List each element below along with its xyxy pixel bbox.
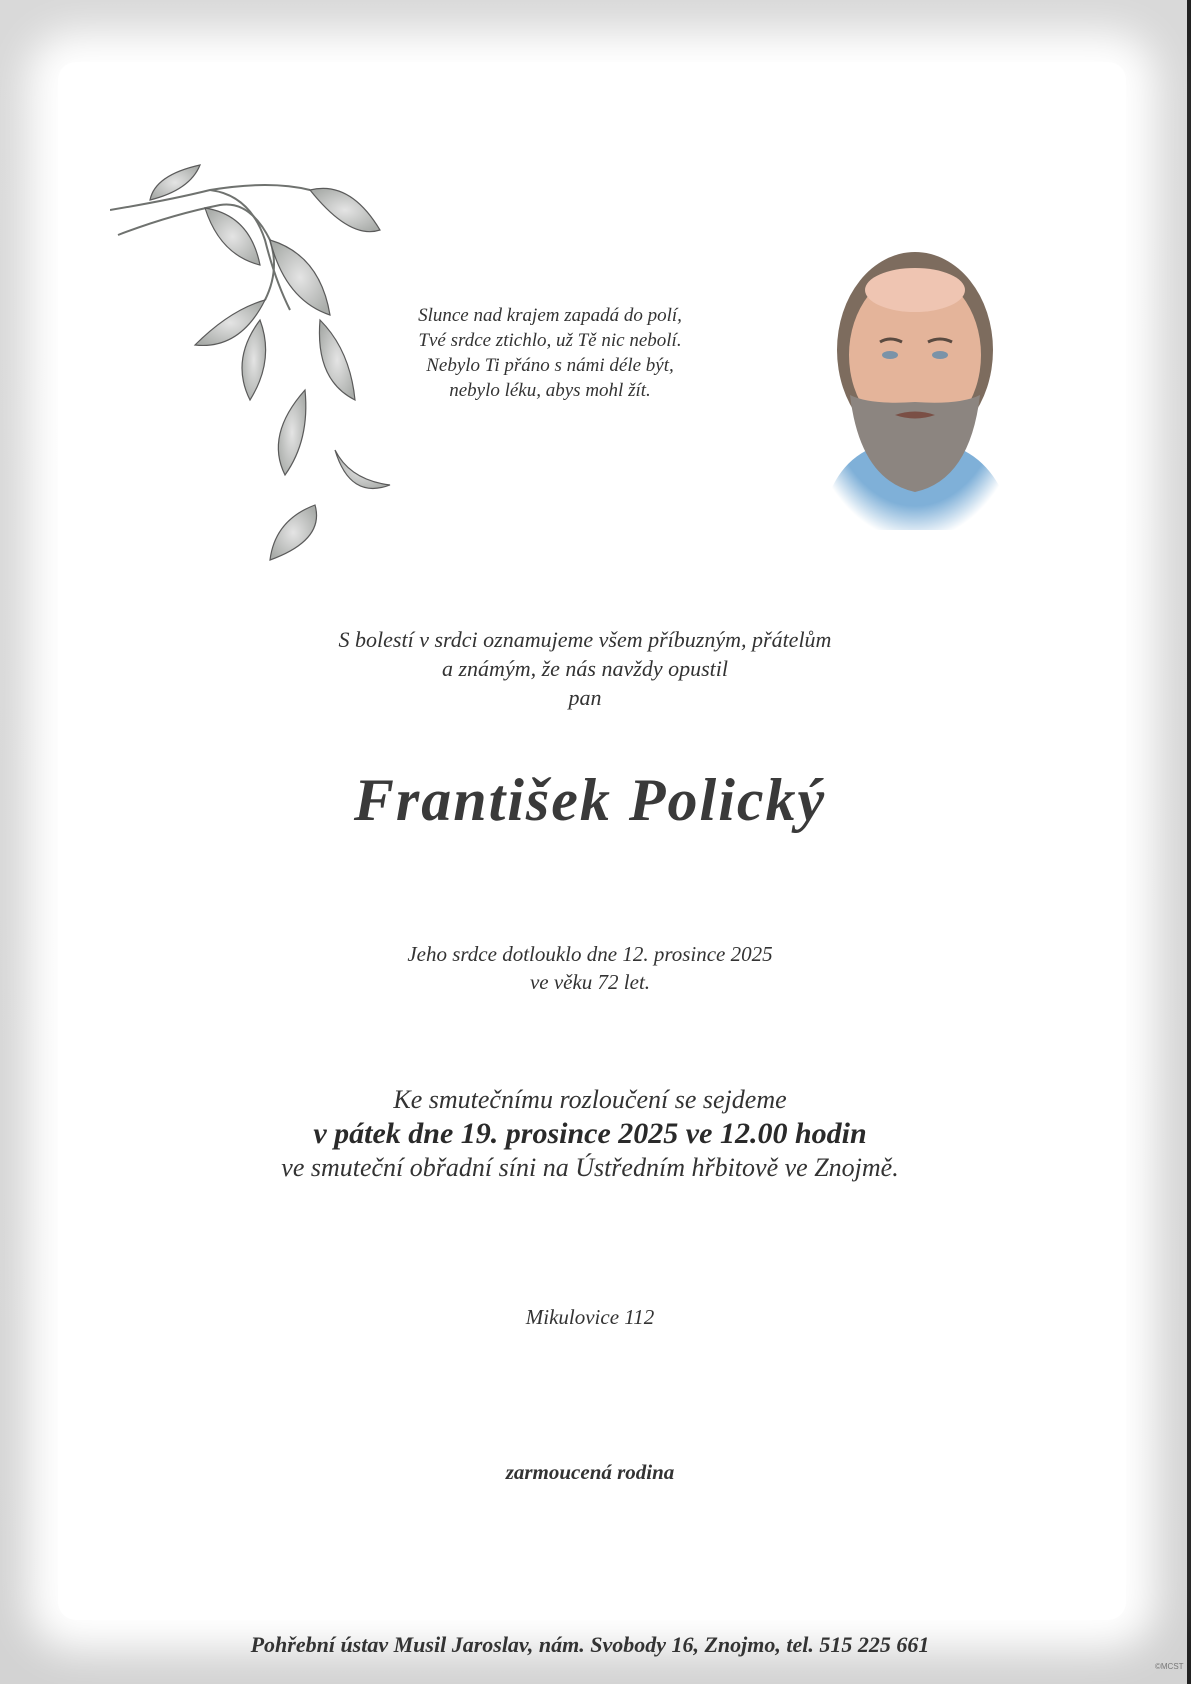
copyright-mark: ©MCST xyxy=(1155,1662,1184,1671)
death-details xyxy=(250,940,930,996)
funeral-home-footer: Pohřební ústav Musil Jaroslav, nám. Svobody 16, Znojmo, tel. 515 225 661 xyxy=(250,1632,930,1657)
signature: zarmoucená rodina xyxy=(505,1460,675,1484)
ceremony-intro: Ke smutečnímu rozloučení se sejdeme xyxy=(393,1085,787,1114)
ceremony-datetime: v pátek dne 19. prosince 2025 ve 12.00 hodin xyxy=(313,1117,867,1150)
scan-edge xyxy=(1187,0,1191,1684)
ceremony-location: ve smuteční obřadní síni na Ústředním hřbitově ve Znojmě. xyxy=(281,1153,899,1182)
death-date-line: Jeho srdce dotlouklo dne 12. prosince 2025 xyxy=(407,942,773,966)
portrait-photo xyxy=(810,230,1020,540)
memorial-poem xyxy=(370,303,730,403)
ceremony-details xyxy=(120,1083,1060,1185)
announcement-intro xyxy=(200,625,970,712)
poem-line: Slunce nad krajem zapadá do polí, xyxy=(418,305,682,326)
poem-line: Tvé srdce ztichlo, už Tě nic nebolí. xyxy=(418,330,682,351)
age-line: ve věku 72 let. xyxy=(529,970,651,994)
intro-line: S bolestí v srdci oznamujeme všem příbuzným, přátelům xyxy=(338,627,832,652)
deceased-name: František Polický xyxy=(353,767,827,833)
intro-line: pan xyxy=(568,685,602,710)
poem-line: Nebylo Ti přáno s námi déle být, xyxy=(426,355,674,376)
family-address: Mikulovice 112 xyxy=(525,1305,655,1329)
intro-line: a známým, že nás navždy opustil xyxy=(442,656,728,681)
poem-line: nebylo léku, abys mohl žít. xyxy=(449,380,651,401)
